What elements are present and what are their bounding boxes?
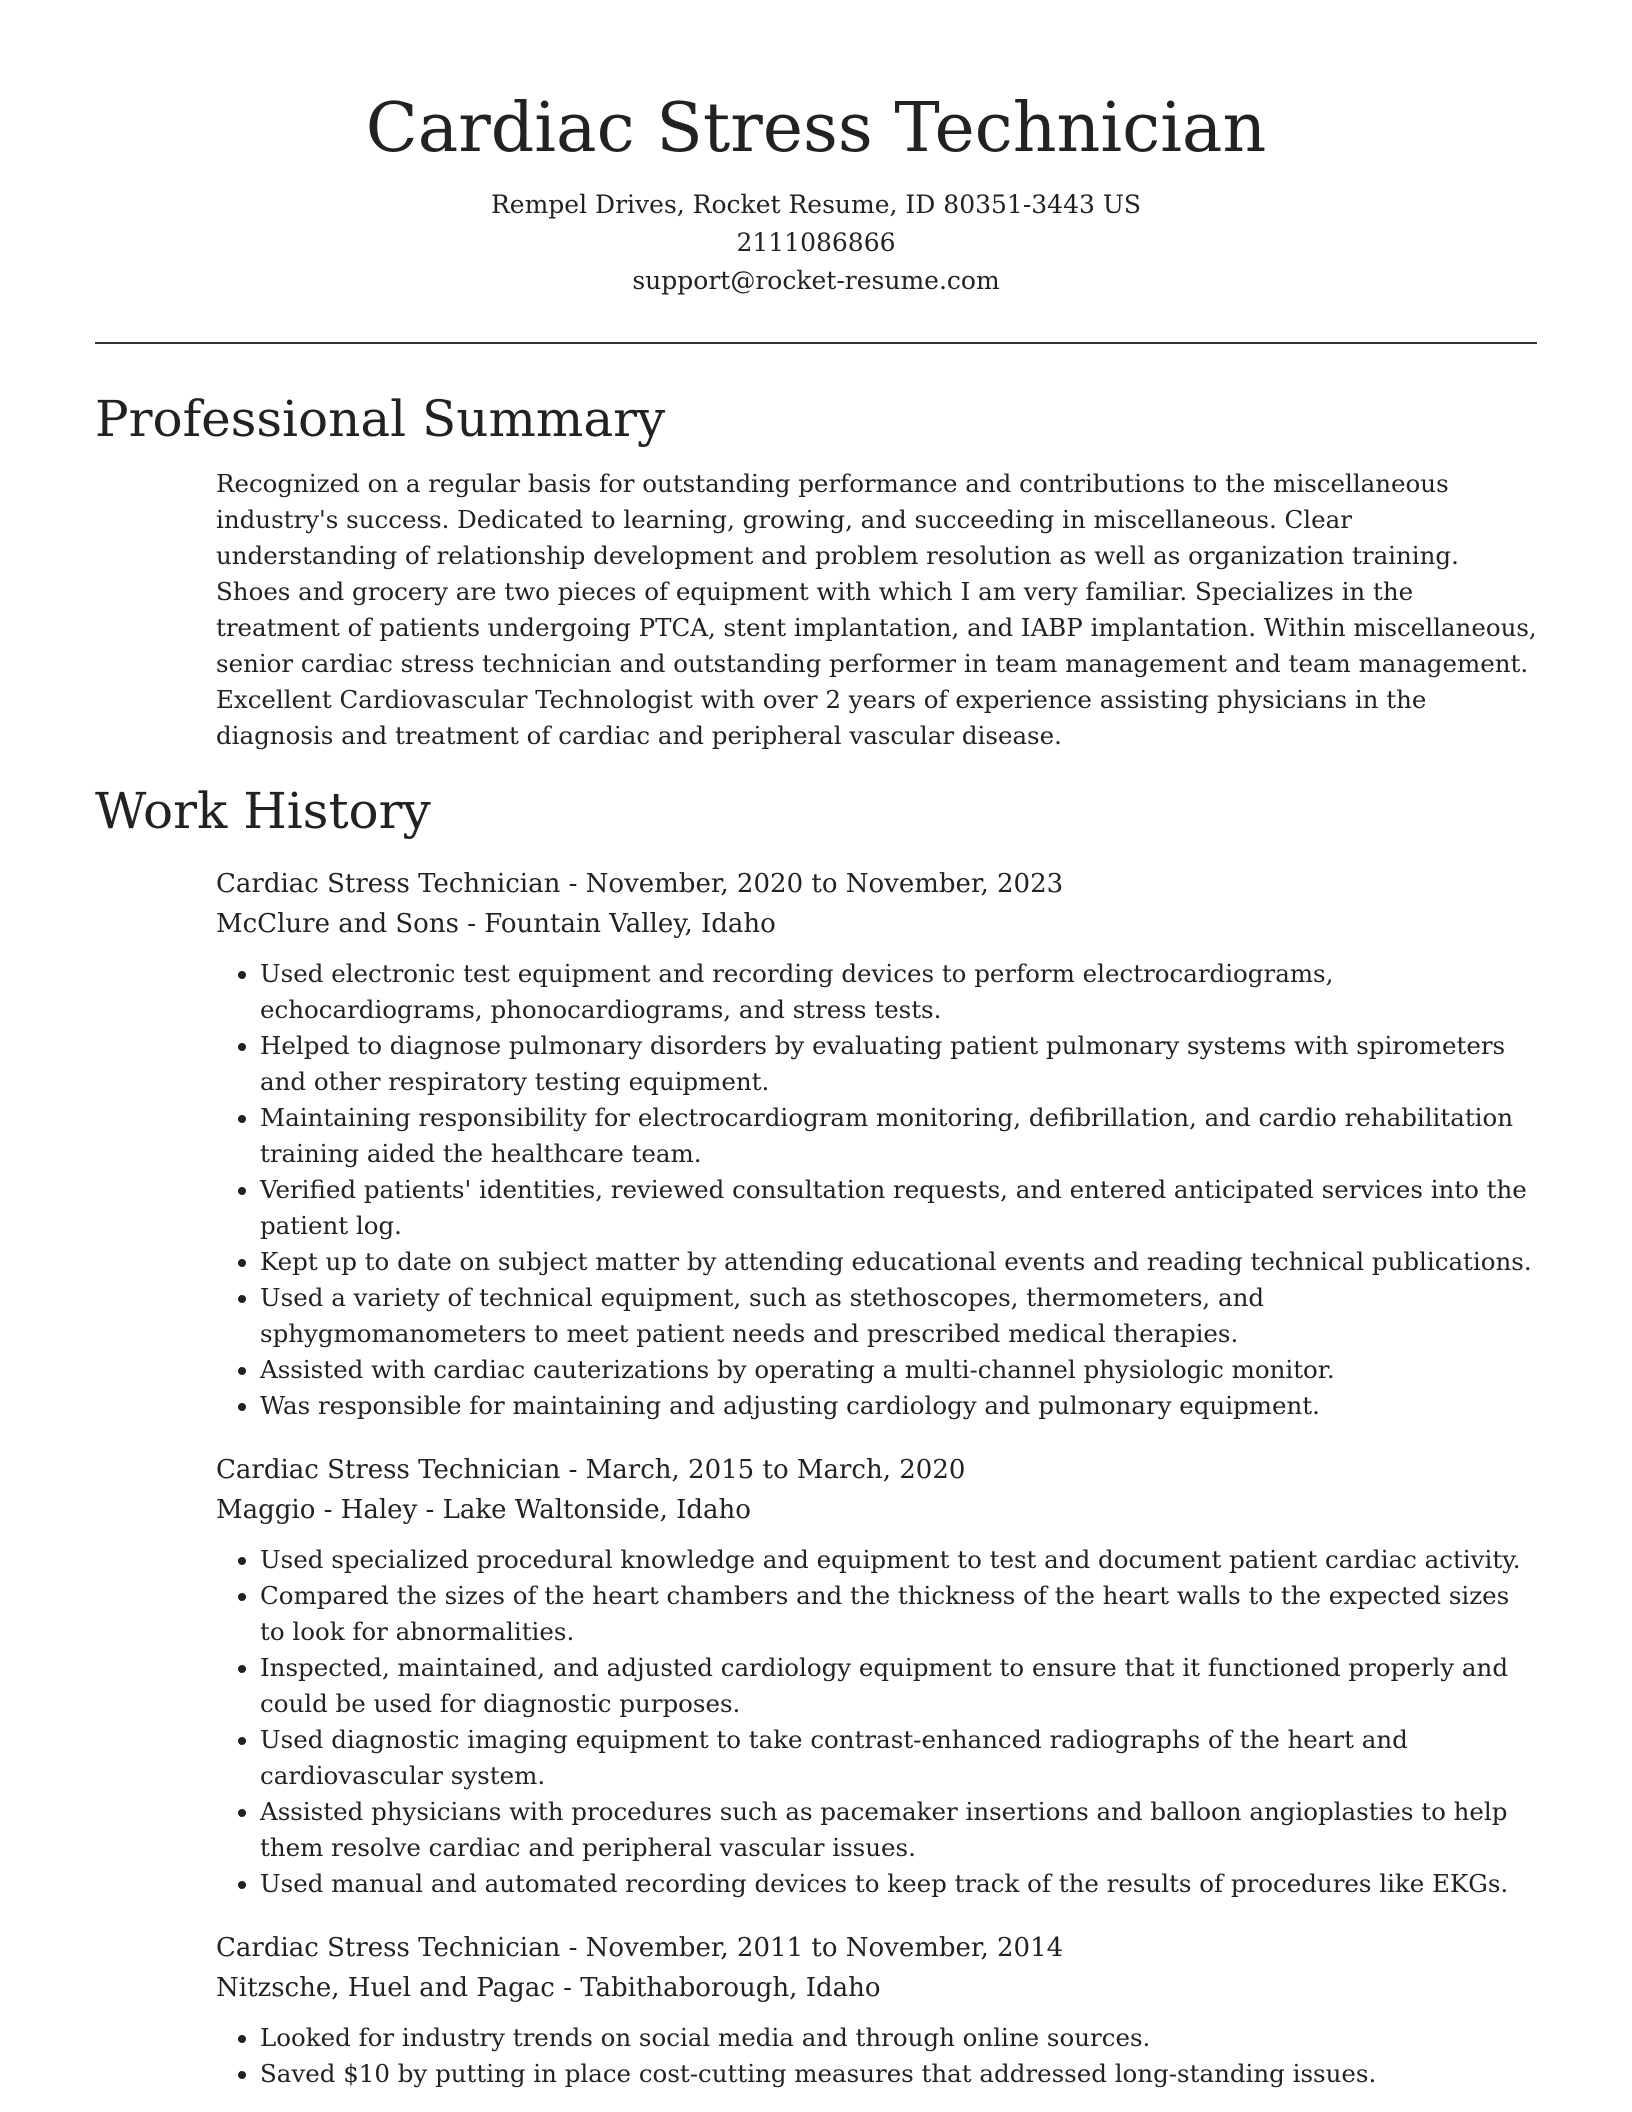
job-entry bbox=[216, 1450, 1537, 1902]
job-entry bbox=[216, 864, 1537, 1424]
summary-text: Recognized on a regular basis for outstanding performance and contributions to the miscellaneous industry's success. Dedicated to learning, growing, and succeeding in miscellaneous. Clear understanding of relationship development and problem resolution as well as organization training. Shoes and grocery are two pieces of equipment with which I am very familiar. Specializes in the treatment of patients undergoing PTCA, stent implantation, and IABP implantation. Within miscellaneous, senior cardiac stress technician and outstanding performer in team management and team management. Excellent Cardiovascular Technologist with over 2 years of experience assisting physicians in the diagnosis and treatment of cardiac and peripheral vascular disease. bbox=[216, 469, 1537, 750]
contact-phone: 2111086866 bbox=[736, 228, 896, 257]
job-duties bbox=[216, 1542, 1537, 1902]
summary-heading: Professional Summary bbox=[95, 390, 666, 448]
job-company-line: Nitzsche, Huel and Pagac - Tabithaborough, Idaho bbox=[216, 1973, 881, 2003]
duty-item: • Used a variety of technical equipment, such as stethoscopes, thermometers, and sphygmomanometers to meet patient needs and prescribed medical therapies. bbox=[260, 1280, 1537, 1352]
job-dates: March, 2015 to March, 2020 bbox=[585, 1455, 966, 1485]
contact-email: support@rocket-resume.com bbox=[632, 266, 1000, 295]
contact-block bbox=[95, 186, 1537, 300]
job-duties bbox=[216, 956, 1537, 1424]
contact-address: Rempel Drives, Rocket Resume, ID 80351-3443 US bbox=[490, 190, 1142, 219]
job-dates: November, 2011 to November, 2014 bbox=[585, 1933, 1064, 1963]
duty-item: • Used electronic test equipment and recording devices to perform electrocardiograms, echocardiograms, phonocardiograms, and stress tests. bbox=[260, 956, 1537, 1028]
job-location: Lake Waltonside, Idaho bbox=[442, 1495, 751, 1525]
duty-item: • Looked for industry trends on social media and through online sources. bbox=[260, 2020, 1537, 2056]
duty-item: • Saved $10 by putting in place cost-cutting measures that addressed long-standing issues. bbox=[260, 2056, 1537, 2092]
duty-item: • Used manual and automated recording devices to keep track of the results of procedures like EKGs. bbox=[260, 1866, 1537, 1902]
resume-name: Cardiac Stress Technician bbox=[365, 89, 1267, 168]
duty-item: • Maintaining responsibility for electrocardiogram monitoring, defibrillation, and cardio rehabilitation training aided the healthcare team. bbox=[260, 1100, 1537, 1172]
job-title-line: Cardiac Stress Technician - November, 2011 to November, 2014 bbox=[216, 1933, 1064, 1963]
duty-item: • Used diagnostic imaging equipment to take contrast-enhanced radiographs of the heart and cardiovascular system. bbox=[260, 1722, 1537, 1794]
job-entry bbox=[216, 1928, 1537, 2092]
job-company-line: McClure and Sons - Fountain Valley, Idaho bbox=[216, 909, 776, 939]
duty-item: • Assisted physicians with procedures such as pacemaker insertions and balloon angioplasties to help them resolve cardiac and peripheral vascular issues. bbox=[260, 1794, 1537, 1866]
duty-item: • Helped to diagnose pulmonary disorders by evaluating patient pulmonary systems with spirometers and other respiratory testing equipment. bbox=[260, 1028, 1537, 1100]
job-company: McClure and Sons bbox=[216, 909, 459, 939]
duty-item: • Used specialized procedural knowledge and equipment to test and document patient cardiac activity. bbox=[260, 1542, 1537, 1578]
job-company: Maggio - Haley bbox=[216, 1495, 418, 1525]
work-history-heading: Work History bbox=[95, 782, 431, 840]
job-duties bbox=[216, 2020, 1537, 2092]
job-role: Cardiac Stress Technician bbox=[216, 1933, 561, 1963]
job-location: Tabithaborough, Idaho bbox=[580, 1973, 881, 2003]
duty-item: • Verified patients' identities, reviewed consultation requests, and entered anticipated services into the patient log. bbox=[260, 1172, 1537, 1244]
duty-item: • Inspected, maintained, and adjusted cardiology equipment to ensure that it functioned properly and could be used for diagnostic purposes. bbox=[260, 1650, 1537, 1722]
duty-item: • Kept up to date on subject matter by attending educational events and reading technical publications. bbox=[260, 1244, 1537, 1280]
job-dates: November, 2020 to November, 2023 bbox=[585, 869, 1064, 899]
duty-item: • Was responsible for maintaining and adjusting cardiology and pulmonary equipment. bbox=[260, 1388, 1537, 1424]
job-title-line: Cardiac Stress Technician - March, 2015 to March, 2020 bbox=[216, 1455, 966, 1485]
job-company: Nitzsche, Huel and Pagac bbox=[216, 1973, 555, 2003]
resume-header bbox=[95, 0, 1537, 300]
job-title-line: Cardiac Stress Technician - November, 2020 to November, 2023 bbox=[216, 869, 1064, 899]
duty-item: • Compared the sizes of the heart chambers and the thickness of the heart walls to the expected sizes to look for abnormalities. bbox=[260, 1578, 1537, 1650]
header-divider bbox=[95, 342, 1537, 344]
duty-item: • Assisted with cardiac cauterizations by operating a multi-channel physiologic monitor. bbox=[260, 1352, 1537, 1388]
job-role: Cardiac Stress Technician bbox=[216, 1455, 561, 1485]
work-history-list bbox=[216, 864, 1537, 2092]
job-company-line: Maggio - Haley - Lake Waltonside, Idaho bbox=[216, 1495, 751, 1525]
job-location: Fountain Valley, Idaho bbox=[484, 909, 776, 939]
job-role: Cardiac Stress Technician bbox=[216, 869, 561, 899]
